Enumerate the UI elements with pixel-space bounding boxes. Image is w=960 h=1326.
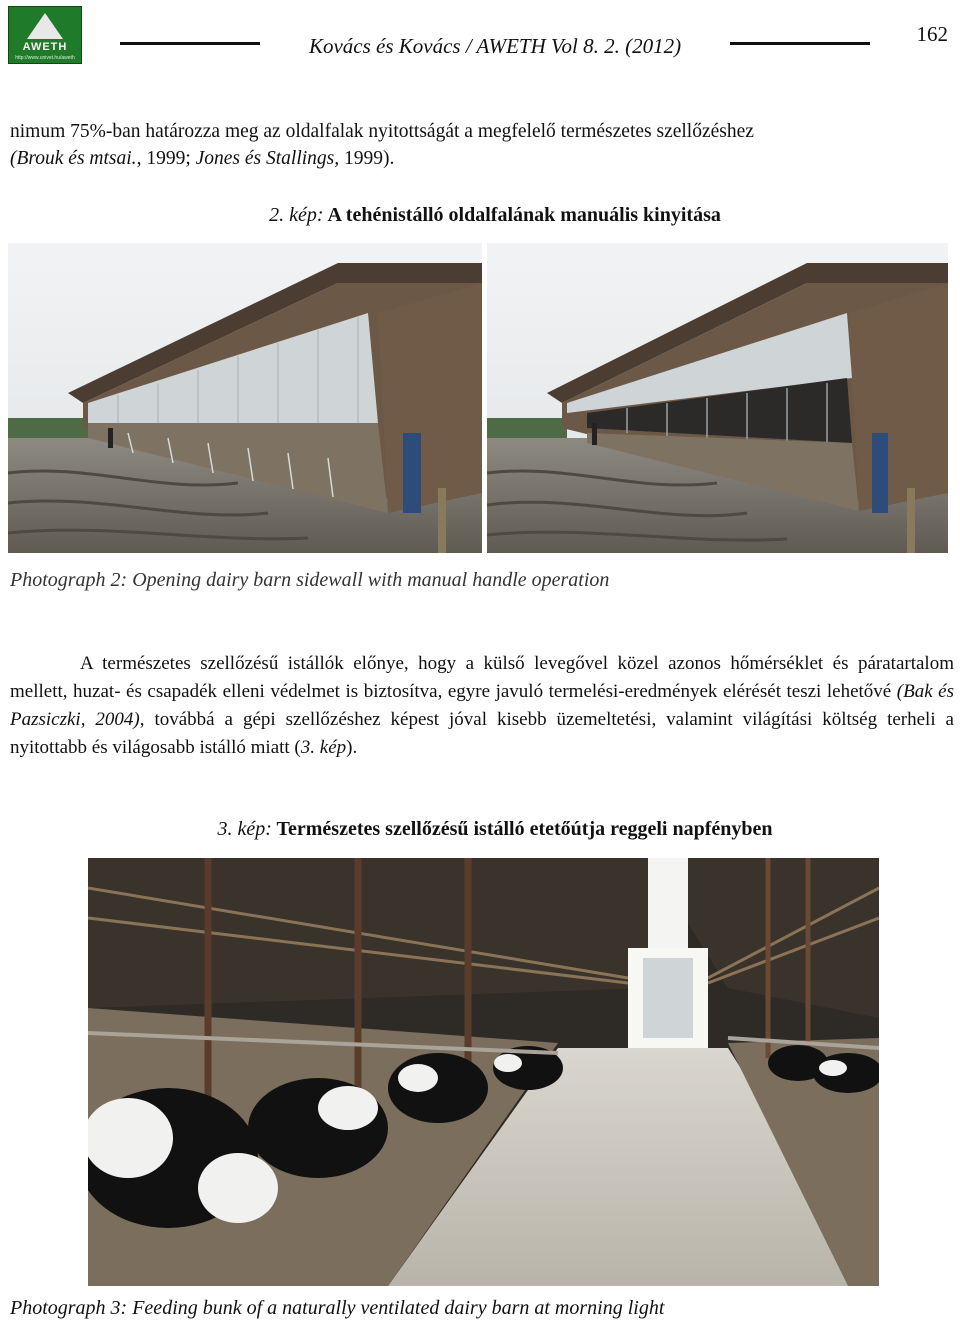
figure-2-caption-english: Photograph 2: Opening dairy barn sidewall with manual handle operation [10,569,610,591]
citation-separator: , 1999; [136,148,196,169]
paragraph-2-text-cont: , továbbá a gépi szellőzéshez képest jóval kisebb üzemeltetési, valamint világítási költség terheli a nyitottabb és világosabb istálló miatt ( [10,709,954,758]
figure-3-number: 3. kép: [217,818,272,840]
figure-3-caption-english: Photograph 3: Feeding bunk of a naturally ventilated dairy barn at morning light [10,1297,665,1319]
citation-jones: Jones és Stallings, [195,148,340,169]
figure-3-reference: 3. kép [300,737,347,758]
citation-bak: (Bak és Pazsiczki, 2004) [10,681,954,730]
figure-2-title: A tehénistálló oldalfalának manuális kinyitása [323,204,721,226]
citation-end: 1999). [339,148,395,169]
paragraph-1 [10,118,954,172]
paragraph-2 [10,650,954,762]
logo-text: AWETH [22,41,68,53]
logo-url: http://www.univet.hu/aweth [15,55,75,61]
paragraph-2-end: ). [346,737,358,758]
figure-2-caption [0,204,960,227]
figure-2-number: 2. kép: [269,204,324,226]
photo-barn-curtain-open [487,243,948,553]
figure-3-caption [0,818,960,841]
photo-feeding-bunk [88,858,879,1286]
page-number: 162 [916,22,948,46]
citation-brouk: (Brouk és mtsai. [10,148,137,169]
paragraph-1-text: nimum 75%-ban határozza meg az oldalfalak nyitottságát a megfelelő természetes szellőzéshez [10,121,754,142]
journal-header: Kovács és Kovács / AWETH Vol 8. 2. (2012) [308,34,682,58]
photo-barn-curtain-closed [8,243,482,553]
paragraph-2-text: A természetes szellőzésű istállók előnye, hogy a külső levegővel közel azonos hőmérséklet és páratartalom mellett, huzat- és csapadék elleni védelmet is biztosítva, egyre javuló termelési-eredmények elérését teszi lehetővé [10,653,954,702]
header-rule-right [730,42,870,45]
figure-3-title: Természetes szellőzésű istálló etetőútja reggeli napfényben [271,818,773,840]
